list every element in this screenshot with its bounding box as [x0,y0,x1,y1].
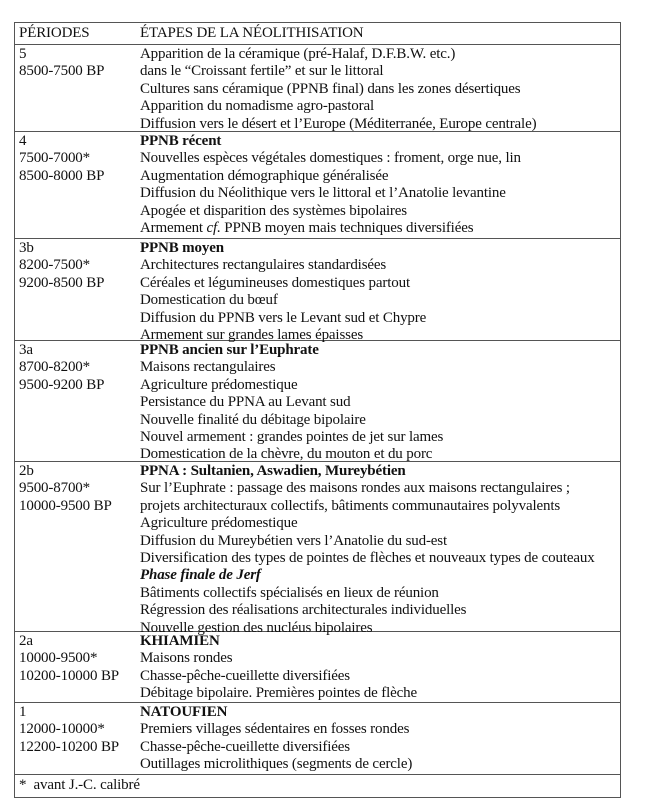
stage-item: Diffusion du Mureybétien vers l’Anatolie du sud-est [140,532,448,549]
period-number: 2b [19,463,34,479]
stage-item: Diffusion du Néolithique vers le littoral et l’Anatolie levantine [140,185,506,202]
period-dates-bp: 9500-9200 BP [19,376,105,393]
period-number: 2a [19,633,33,649]
stage-title: KHIAMIEN [140,633,220,649]
stage-item: Agriculture prédomestique [140,515,298,532]
table-row-period-4 [15,132,620,239]
stage-item: Diversification des types de pointes de flèches et nouveaux types de couteaux [140,550,595,567]
period-dates-bp: 8500-8000 BP [19,167,105,184]
period-dates-calibrated: 8200-7500* [19,257,90,274]
stage-title: PPNB ancien sur l’Euphrate [140,342,319,358]
stages-cell [140,46,620,132]
period-number: 3a [19,342,33,358]
period-cell [15,240,140,337]
stage-subtitle: Phase finale de Jerf [140,567,261,584]
stage-title: NATOUFIEN [140,704,228,720]
neolithisation-table [14,22,621,798]
period-dates-bp: 10000-9500 BP [19,497,112,514]
stages-cell [140,133,620,235]
table-row-period-2a [15,632,620,703]
stage-item: projets architecturaux collectifs, bâtiments communautaires polyvalents [140,497,561,514]
period-cell [15,46,140,128]
stage-item: Persistance du PPNA au Levant sud [140,394,351,411]
stage-item: Diffusion vers le désert et l’Europe (Méditerranée, Europe centrale) [140,115,537,132]
stage-item: Maisons rectangulaires [140,359,276,376]
period-dates-bp: 10200-10000 BP [19,667,119,684]
stage-item: Chasse-pêche-cueillette diversifiées [140,738,350,755]
stages-cell [140,240,620,344]
stage-sub-item: Régression des réalisations architecturales individuelles [140,602,467,619]
stage-item: Sur l’Euphrate : passage des maisons rondes aux maisons rectangulaires ; [140,480,570,497]
stage-item: Armement sur grandes lames épaisses [140,327,364,344]
stage-item: Armement cf. PPNB moyen mais techniques diversifiées [140,220,474,237]
stage-item: Augmentation démographique généralisée [140,167,389,184]
stage-item: Domestication du bœuf [140,292,278,309]
period-cell [15,633,140,699]
footnote: * avant J.-C. calibré [19,777,140,793]
period-dates-calibrated: 8700-8200* [19,359,90,376]
stage-item: Nouvelle finalité du débitage bipolaire [140,411,366,428]
stage-item: Céréales et légumineuses domestiques partout [140,274,410,291]
stage-item: Maisons rondes [140,650,233,667]
table-row-period-1 [15,703,620,775]
period-number: 1 [19,704,27,720]
table-row-period-3b [15,239,620,344]
period-cell [15,463,140,628]
stage-title: PPNB moyen [140,240,224,256]
stage-item: Premiers villages sédentaires en fosses rondes [140,721,410,738]
period-dates: 8500-7500 BP [19,63,105,80]
stages-cell [140,463,620,636]
stage-item: Cultures sans céramique (PPNB final) dans les zones désertiques [140,80,521,97]
period-cell [15,704,140,771]
period-number: 4 [19,133,27,149]
period-dates-bp: 9200-8500 BP [19,274,105,291]
table-header-row [15,23,620,45]
stage-item: Diffusion du PPNB vers le Levant sud et Chypre [140,309,427,326]
stage-sub-item: Nouvelle gestion des nucléus bipolaires [140,619,373,636]
stage-title: PPNB récent [140,133,222,149]
stage-item: Débitage bipolaire. Premières pointes de flèche [140,685,418,702]
stage-item: dans le “Croissant fertile” et sur le littoral [140,63,384,80]
period-cell [15,133,140,235]
period-dates-calibrated: 9500-8700* [19,480,90,497]
stage-item: Nouvelles espèces végétales domestiques : froment, orge nue, lin [140,150,521,167]
stage-item: Domestication de la chèvre, du mouton et du porc [140,446,433,463]
header-stages: ÉTAPES DE LA NÉOLITHISATION [140,25,364,41]
stages-cell [140,342,620,463]
period-dates-calibrated: 10000-9500* [19,650,98,667]
table-row-period-2b [15,462,620,636]
period-dates-calibrated: 12000-10000* [19,721,105,738]
table-row-period-5 [15,45,620,132]
stages-cell [140,633,620,702]
stage-item: Apparition de la céramique (pré-Halaf, D.F.B.W. etc.) [140,46,456,62]
period-cell [15,342,140,458]
period-number: 5 [19,46,27,62]
header-periods: PÉRIODES [19,25,90,41]
period-number: 3b [19,240,34,256]
table-row-period-3a [15,341,620,462]
stages-cell [140,704,620,771]
table-footnote-row [15,775,620,797]
period-dates-calibrated: 7500-7000* [19,150,90,167]
period-dates-bp: 12200-10200 BP [19,738,119,755]
stage-sub-item: Bâtiments collectifs spécialisés en lieux de réunion [140,584,439,601]
stage-item: Apogée et disparition des systèmes bipolaires [140,202,407,219]
stage-item: Apparition du nomadisme agro-pastoral [140,98,374,115]
stage-title: PPNA : Sultanien, Aswadien, Mureybétien [140,463,406,479]
stage-item: Architectures rectangulaires standardisées [140,257,387,274]
stage-item: Outillages microlithiques (segments de cercle) [140,756,413,773]
stage-item: Nouvel armement : grandes pointes de jet sur lames [140,429,444,446]
stage-item: Chasse-pêche-cueillette diversifiées [140,667,350,684]
stage-item: Agriculture prédomestique [140,376,298,393]
